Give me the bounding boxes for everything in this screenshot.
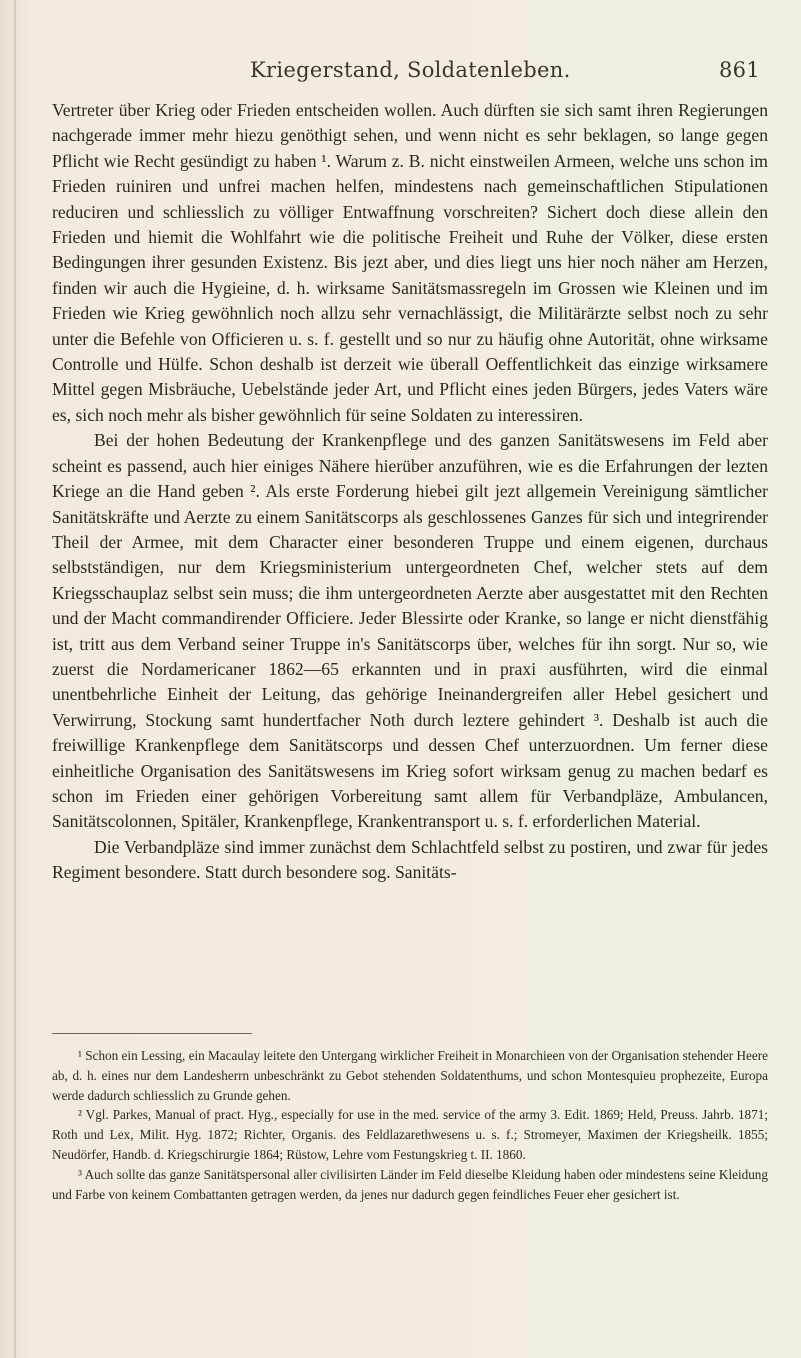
footnotes bbox=[52, 1046, 768, 1204]
main-text bbox=[52, 98, 768, 886]
page-number: 861 bbox=[719, 58, 760, 82]
running-title: Kriegerstand, Soldatenleben. bbox=[250, 58, 571, 82]
binding-gutter bbox=[14, 0, 16, 1358]
paragraph-3: Die Verbandpläze sind immer zunächst dem Schlachtfeld selbst zu postiren, und zwar für jedes Regiment besondere. Statt durch besondere sog. Sanitäts- bbox=[52, 836, 768, 883]
footnote-1: ¹ Schon ein Lessing, ein Macaulay leitete den Untergang wirklicher Freiheit in Monarchieen von der Organisation stehender Heere ab, d. h. eines nur dem Landesherrn unbeschränkt zu Gebot stehenden Soldatenthums, und schon Montesquieu prophezeite, Europa werde dadurch schliesslich zu Grunde gehen. bbox=[52, 1048, 768, 1103]
footnote-3: ³ Auch sollte das ganze Sanitätspersonal aller civilisirten Länder im Feld dieselbe Kleidung haben oder mindestens seine Kleidung und Farbe von keinem Combattanten getragen werden, da jenes nur dadurch gegen feindliches Feuer eher gesichert ist. bbox=[52, 1166, 768, 1202]
running-header bbox=[250, 58, 760, 88]
footnote-2: ² Vgl. Parkes, Manual of pract. Hyg., especially for use in the med. service of the army 3. Edit. 1869; Held, Preuss. Jahrb. 1871; Roth und Lex, Milit. Hyg. 1872; Richter, Organis. des Feldlazarethwesens u. s. f.; Stromeyer, Maximen der Kriegsheilk. 1855; Neudörfer, Handb. d. Kriegschirurgie 1864; Rüstow, Lehre vom Festungskrieg t. II. 1860. bbox=[52, 1107, 768, 1162]
paragraph-1: Vertreter über Krieg oder Frieden entscheiden wollen. Auch dürften sie sich samt ihren Regierungen nachgerade immer mehr hiezu genöthigt sehen, und wenn nicht es sehr beklagen, so lange gegen Pflicht wie Recht gesündigt zu haben ¹. Warum z. B. nicht einstweilen Armeen, welche uns schon im Frieden ruiniren und unfrei machen helfen, mindestens nach gemeinschaftlichen Stipulationen reduciren und schliesslich zu völliger Entwaffnung vorschreiten? Sichert doch diese allein den Frieden und hiemit die Wohlfahrt wie die politische Freiheit und Ruhe der Völker, diese ersten Bedingungen ihrer gesunden Existenz. Bis jezt aber, und dies liegt uns hier noch näher am Herzen, finden wir auch die Hygieine, d. h. wirksame Sanitätsmassregeln im Grossen wie Kleinen und im Frieden wie Krieg gewöhnlich noch allzu sehr vernachlässigt, die Militärärzte selbst noch zu sehr unter die Befehle von Officieren u. s. f. gestellt und so nur zu häufig ohne Autorität, ohne wirksame Controlle und Hülfe. Schon deshalb ist derzeit wie überall Oeffentlichkeit das einzige wirksamere Mittel gegen Misbräuche, Uebelstände jeder Art, und Pflicht eines jeden Bürgers, jedes Vaters wäre es, sich noch mehr als bisher gewöhnlich für seine Soldaten zu interessiren. bbox=[52, 100, 768, 425]
paragraph-2: Bei der hohen Bedeutung der Krankenpflege und des ganzen Sanitätswesens im Feld aber scheint es passend, auch hier einiges Nähere hierüber anzuführen, wie es die Erfahrungen der lezten Kriege an die Hand geben ². Als erste Forderung hiebei gilt jezt allgemein Vereinigung sämtlicher Sanitätskräfte und Aerzte zu einem Sanitätscorps als geschlossenes Ganzes für sich und integrirender Theil der Armee, mit dem Character einer besonderen Truppe und einem eigenen, durchaus selbstständigen, nur dem Kriegsministerium untergeordneten Chef, welcher stets auf dem Kriegsschauplaz selbst sein muss; die ihm untergeordneten Aerzte aber ausgestattet mit den Rechten und der Macht commandirender Officiere. Jeder Blessirte oder Kranke, so lange er nicht dienstfähig ist, tritt aus dem Verband seiner Truppe in's Sanitätscorps über, welches für ihn sorgt. Nur so, wie zuerst die Nordamericaner 1862—65 erkannten und in praxi ausführten, wird die einmal unentbehrliche Einheit der Leitung, das gehörige Ineinandergreifen aller Hebel gesichert und Verwirrung, Stockung samt hundertfacher Noth durch leztere gehindert ³. Deshalb ist auch die freiwillige Krankenpflege dem Sanitätscorps und dessen Chef unterzuordnen. Um ferner diese einheitliche Organisation des Sanitätswesens im Krieg sofort wirksam genug zu machen bedarf es schon im Frieden einer gehörigen Vorbereitung samt allem für Verbandpläze, Ambulancen, Sanitätscolonnen, Spitäler, Krankenpflege, Krankentransport u. s. f. erforderlichen Material. bbox=[52, 430, 768, 832]
footnote-separator bbox=[52, 1033, 252, 1034]
